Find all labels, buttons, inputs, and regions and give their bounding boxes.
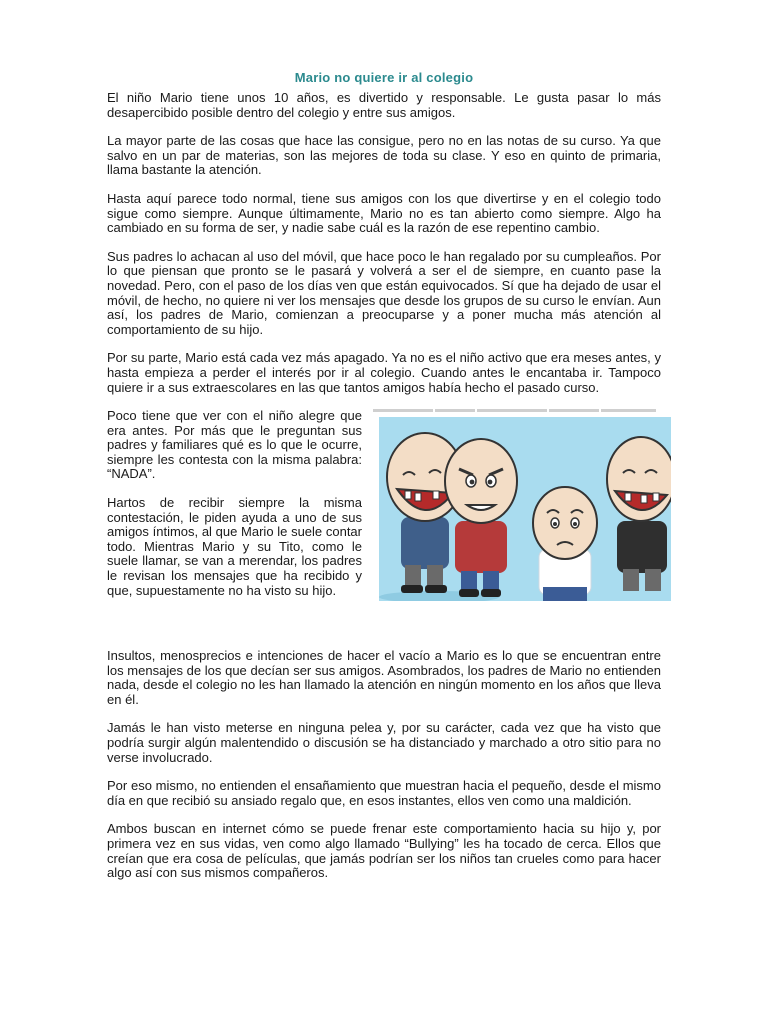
paragraph: Jamás le han visto meterse en ninguna pelea y, por su carácter, cada vez que ha visto que podría surgir algún malentendido o discusión se ha distanciado y marchado a otro sitio para no verse involucrado. [107, 720, 661, 765]
paragraph: Ambos buscan en internet cómo se puede frenar este comportamiento hacia su hijo y, por primera vez en sus vidas, ven como algo llamado “Bullying” les ha tocado de cerca. Ellos que creían que era cosa de películas, que jamás podrían ser los niños tan crueles como para hacer algo así con sus mismos compañeros. [107, 821, 661, 881]
illegible-caption [373, 407, 663, 415]
paragraph: Por su parte, Mario está cada vez más apagado. Ya no es el niño activo que era meses antes, y hasta empieza a perder el interés por ir al colegio. Cuando antes le encantaba ir. Tampoco quiere ir a sus extraescolares en las que tantos amigos había hecho el pasado curso. [107, 350, 661, 395]
document-title: Mario no quiere ir al colegio [294, 70, 474, 85]
paragraph: Por eso mismo, no entienden el ensañamiento que muestran hacia el pequeño, desde el mismo día en que recibió su ansiado regalo que, en esos instantes, ellos ven como una maldición. [107, 778, 661, 808]
cartoon-bullying-children-illustration-icon [379, 417, 671, 601]
text-with-illustration [107, 409, 661, 635]
paragraph: Hartos de recibir siempre la misma contestación, le piden ayuda a uno de sus amigos íntimos, al que Mario le suele contar todo. Mientras Mario y su Tito, como le suele llamar, se van a merendar, los padres le revisan los mensajes que ha recibido y que, supuestamente no ha visto su hijo. [107, 495, 362, 598]
paragraph: Insultos, menosprecios e intenciones de hacer el vacío a Mario es lo que se encuentran entre los mensajes de los que decían ser sus amigos. Asombrados, los padres de Mario no entienden nada, desde el colegio no les han llamado la atención en ningún momento en los años que lleva en él. [107, 648, 661, 707]
illustration-figure [373, 409, 671, 605]
wrapped-text-column [107, 409, 362, 598]
paragraph: Poco tiene que ver con el niño alegre que era antes. Por más que le preguntan sus padres y familiares qué es lo que le ocurre, siempre les contesta con la misma palabra: “NADA”. [107, 408, 362, 482]
paragraph: Sus padres lo achacan al uso del móvil, que hace poco le han regalado por su cumpleaños. Por lo que piensan que pronto se le pasará y volverá a ser el de siempre, en cuanto pase la novedad. Pero, con el paso de los días ven que están equivocados. Sí que ha dejado de usar el móvil, de hecho, no quiere ni ver los mensajes que desde los grupos de su curso le envían. Aun así, los padres de Mario, comienzan a preocuparse y a poner mucha más atención al comportamiento de su hijo. [107, 248, 661, 337]
paragraph: Hasta aquí parece todo normal, tiene sus amigos con los que divertirse y en el colegio todo sigue como siempre. Aunque últimamente, Mario no es tan abierto como siempre. Algo ha cambiado en su forma de ser, y nadie sabe cuál es la razón de ese repentino cambio. [107, 190, 661, 236]
paragraph: El niño Mario tiene unos 10 años, es divertido y responsable. Le gusta pasar lo más desapercibido posible dentro del colegio y entre sus amigos. [107, 90, 661, 120]
paragraph: La mayor parte de las cosas que hace las consigue, pero no en las notas de su curso. Ya que salvo en un par de materias, son las mejores de toda su clase. Y eso en quinto de primaria, llama bastante la atención. [107, 133, 661, 178]
